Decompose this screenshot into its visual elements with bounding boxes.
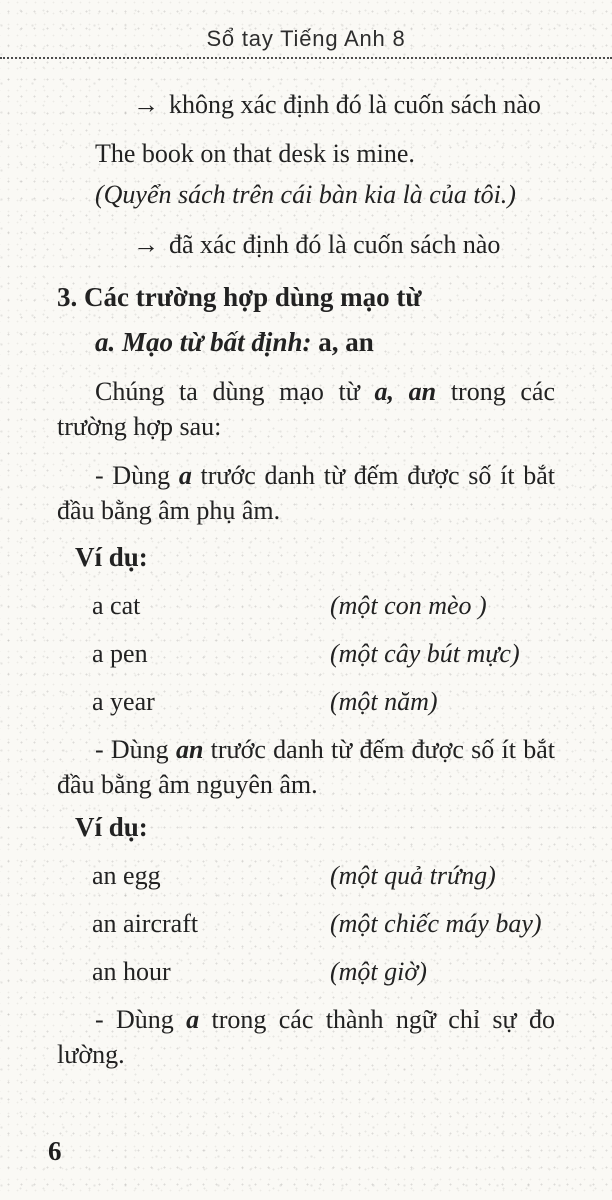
example-vietnamese: (một chiếc máy bay) [330, 909, 542, 938]
rule-an-article: an [175, 735, 204, 764]
example-label: Ví dụ: [75, 542, 148, 572]
example-vietnamese: (một con mèo ) [330, 591, 487, 620]
rule-an-post: trước danh từ đếm được số ít bắt đầu bằng âm nguyên âm. [57, 735, 555, 799]
intro-articles: a, an [374, 377, 437, 406]
page-content [0, 87, 612, 1072]
rule-a-pre: - Dùng [95, 461, 179, 490]
note-indefinite [57, 87, 555, 122]
rule-an-pre: - Dùng [95, 735, 176, 764]
subsection-articles: a, an [311, 327, 374, 357]
rule-measure-article: a [186, 1005, 200, 1034]
example-english: a cat [92, 591, 141, 620]
english-example-sentence: The book on that desk is mine. [95, 139, 415, 168]
examples-a-list [57, 588, 555, 719]
vietnamese-translation: (Quyển sách trên cái bàn kia là của tôi.) [95, 180, 516, 209]
rule-a-post: trước danh từ đếm được số ít bắt đầu bằng âm phụ âm. [57, 461, 556, 525]
page-header [0, 0, 612, 59]
example-vietnamese: (một cây bút mực) [330, 639, 520, 668]
rule-an-paragraph [57, 732, 555, 802]
rule-measure-pre: - Dùng [95, 1005, 187, 1034]
example-english: an egg [92, 861, 161, 890]
subsection-label: a. Mạo từ bất định: [95, 327, 312, 357]
running-title: Sổ tay Tiếng Anh 8 [206, 26, 406, 51]
example-english: an hour [92, 957, 171, 986]
example-row [57, 906, 555, 941]
right-arrow-icon: → [133, 230, 159, 259]
subsection-heading [57, 324, 555, 360]
intro-pre: Chúng ta dùng mạo từ [95, 377, 375, 406]
section-heading: 3. Các trường hợp dùng mạo từ [57, 282, 422, 312]
note-definite-text: đã xác định đó là cuốn sách nào [169, 230, 501, 259]
rule-a-paragraph [57, 458, 555, 528]
example-vietnamese: (một năm) [330, 687, 438, 716]
page-number: 6 [48, 1136, 62, 1166]
example-vietnamese: (một quả trứng) [330, 861, 496, 890]
right-arrow-icon: → [133, 90, 159, 119]
example-row [57, 684, 555, 719]
example-vietnamese: (một giờ) [330, 957, 427, 986]
intro-post: trong các trường hợp sau: [57, 377, 555, 441]
example-row [57, 954, 555, 989]
example-row [57, 636, 555, 671]
note-definite [57, 227, 555, 262]
example-english: a year [92, 687, 155, 716]
rule-a-article: a [178, 461, 192, 490]
example-row [57, 588, 555, 623]
example-row [57, 858, 555, 893]
example-english: a pen [92, 639, 148, 668]
example-label: Ví dụ: [75, 812, 148, 842]
examples-an-list [57, 858, 555, 989]
rule-measure-paragraph [57, 1002, 555, 1072]
note-indefinite-text: không xác định đó là cuốn sách nào [169, 90, 541, 119]
rule-measure-post: trong các thành ngữ chỉ sự đo lường. [57, 1005, 555, 1069]
example-english: an aircraft [92, 909, 199, 938]
intro-paragraph [57, 374, 555, 444]
